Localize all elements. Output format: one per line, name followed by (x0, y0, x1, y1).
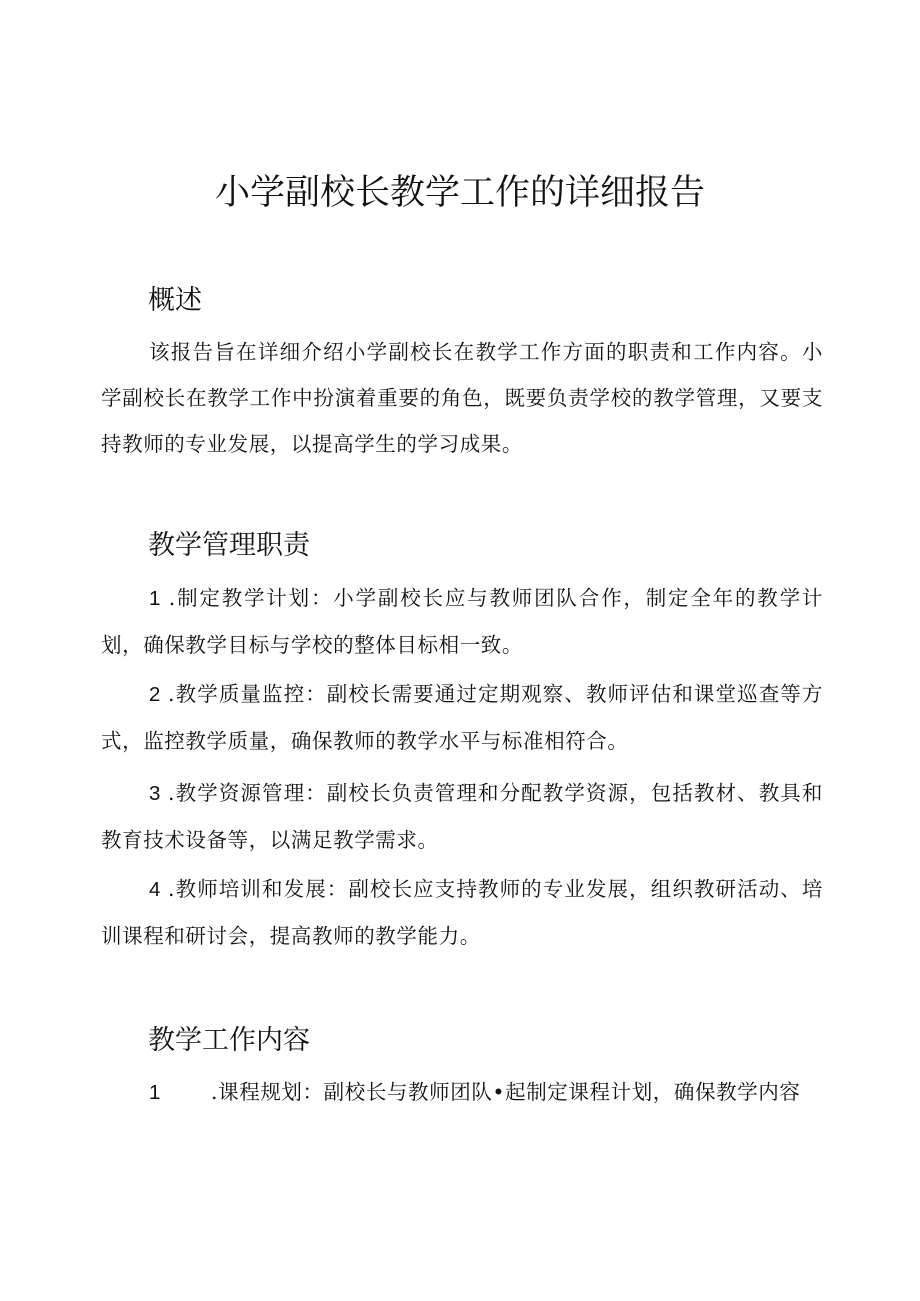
list-item-number: 3 (149, 782, 161, 805)
list-item-text: .教师培训和发展：副校长应支持教师的专业发展，组织教研活动、培训课程和研讨会，提高教师的教学能力。 (101, 877, 823, 948)
section-heading-overview: 概述 (148, 285, 202, 316)
section-heading-work-content: 教学工作内容 (148, 1025, 310, 1056)
list-item-number: 1 (149, 587, 161, 610)
document-title: 小学副校长教学工作的详细报告 (214, 173, 705, 213)
list-item (101, 770, 823, 863)
list-item (101, 575, 823, 668)
list-item-number: 1 (149, 1081, 161, 1104)
overview-paragraph: 该报告旨在详细介绍小学副校长在教学工作方面的职责和工作内容。小学副校长在教学工作中扮演着重要的角色，既要负责学校的教学管理，又要支持教师的专业发展，以提高学生的学习成果。 (101, 340, 823, 456)
list-item-text: .教学资源管理：副校长负责管理和分配教学资源，包括教材、教具和教育技术设备等，以满足教学需求。 (101, 781, 823, 852)
list-item (101, 866, 823, 959)
list-item (101, 671, 823, 764)
list-item (101, 1069, 823, 1116)
list-item-number: 4 (149, 878, 161, 901)
list-item-text: .课程规划：副校长与教师团队•起制定课程计划，确保教学内容 (211, 1080, 801, 1104)
list-item-text: .制定教学计划：小学副校长应与教师团队合作，制定全年的教学计划，确保教学目标与学校的整体目标相一致。 (101, 586, 824, 657)
list-item-number: 2 (149, 683, 161, 706)
section-heading-management-duties: 教学管理职责 (148, 530, 310, 561)
list-item-text: .教学质量监控：副校长需要通过定期观察、教师评估和课堂巡查等方式，监控教学质量，确保教师的教学水平与标准相符合。 (101, 682, 823, 753)
